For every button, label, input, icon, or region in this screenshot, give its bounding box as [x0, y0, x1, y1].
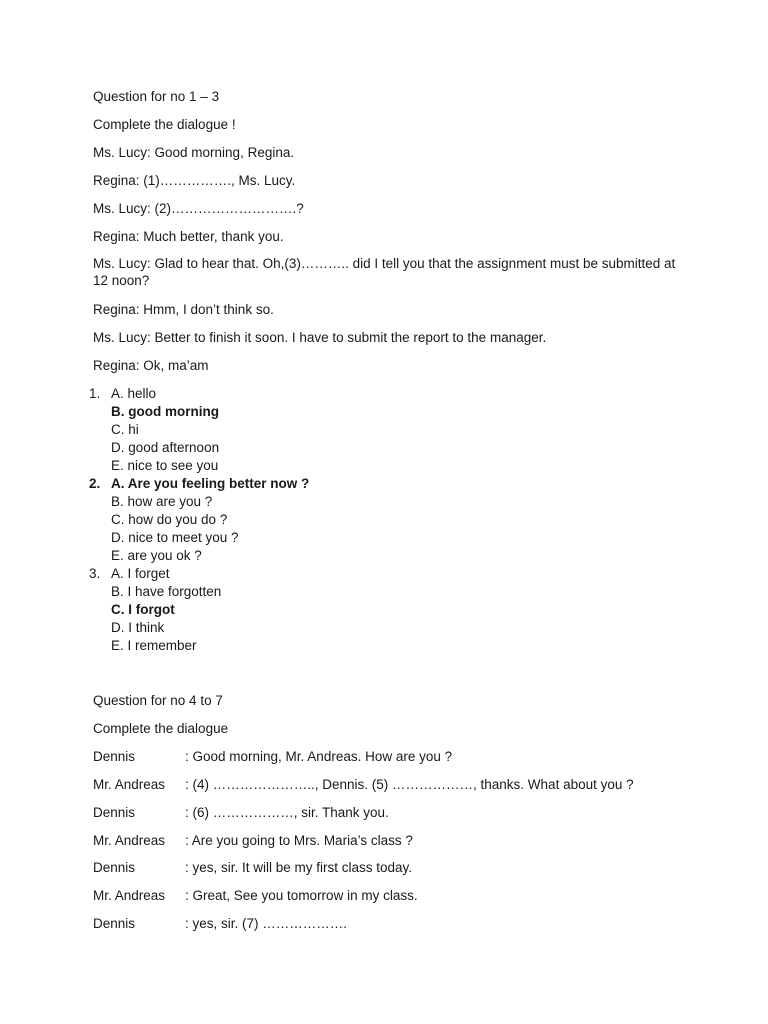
question-number: 1.	[89, 386, 101, 401]
speaker-name: Dennis	[93, 805, 136, 820]
dialogue-line: Ms. Lucy: Good morning, Regina.	[93, 145, 295, 160]
answer-option: D. good afternoon	[111, 440, 220, 455]
question-number: 2.	[89, 476, 101, 491]
dialogue-line: Ms. Lucy: Better to finish it soon. I have to submit the report to the manager.	[93, 330, 547, 345]
speaker-name: Dennis	[93, 749, 136, 764]
section-heading: Question for no 4 to 7	[93, 693, 223, 708]
answer-option: D. I think	[111, 620, 165, 635]
answer-option-correct: C. I forgot	[111, 602, 175, 617]
speech-text: : Are you going to Mrs. Maria’s class ?	[185, 833, 413, 848]
speaker-name: Mr. Andreas	[93, 833, 166, 848]
dialogue-line: Regina: (1)……………., Ms. Lucy.	[93, 173, 296, 188]
answer-option: A. I forget	[111, 566, 170, 581]
dialogue-line: Regina: Much better, thank you.	[93, 229, 284, 244]
answer-option-correct: B. good morning	[111, 404, 219, 419]
answer-option: C. hi	[111, 422, 139, 437]
answer-option: A. hello	[111, 386, 157, 401]
speaker-name: Dennis	[93, 860, 136, 875]
answer-option: E. nice to see you	[111, 458, 219, 473]
dialogue-line: Ms. Lucy: Glad to hear that. Oh,(3)……….. did I tell you that the assignment must be submitted at 12 noon?	[93, 256, 676, 288]
section-instruction: Complete the dialogue	[93, 721, 229, 736]
answer-option: D. nice to meet you ?	[111, 530, 239, 545]
answer-option: B. how are you ?	[111, 494, 213, 509]
answer-option: E. I remember	[111, 638, 197, 653]
speech-text: : (4) ………………….., Dennis. (5) ………………, thanks. What about you ?	[185, 777, 634, 792]
dialogue-line: Ms. Lucy: (2)……………………….?	[93, 201, 304, 216]
answer-option-correct: A. Are you feeling better now ?	[111, 476, 310, 491]
speaker-name: Mr. Andreas	[93, 777, 166, 792]
speaker-name: Mr. Andreas	[93, 888, 166, 903]
speech-text: : Good morning, Mr. Andreas. How are you ?	[185, 749, 453, 764]
answer-option: C. how do you do ?	[111, 512, 228, 527]
section-heading: Question for no 1 – 3	[93, 89, 220, 104]
dialogue-line: Regina: Hmm, I don’t think so.	[93, 302, 274, 317]
speaker-name: Dennis	[93, 916, 136, 931]
dialogue-line: Regina: Ok, ma’am	[93, 358, 209, 373]
answer-option: E. are you ok ?	[111, 548, 202, 563]
speech-text: : (6) ………………, sir. Thank you.	[185, 805, 389, 820]
speech-text: : yes, sir. It will be my first class today.	[185, 860, 413, 875]
question-number: 3.	[89, 566, 101, 581]
section-instruction: Complete the dialogue !	[93, 117, 236, 132]
speech-text: : Great, See you tomorrow in my class.	[185, 888, 418, 903]
speech-text: : yes, sir. (7) ……………….	[185, 916, 348, 931]
answer-option: B. I have forgotten	[111, 584, 222, 599]
